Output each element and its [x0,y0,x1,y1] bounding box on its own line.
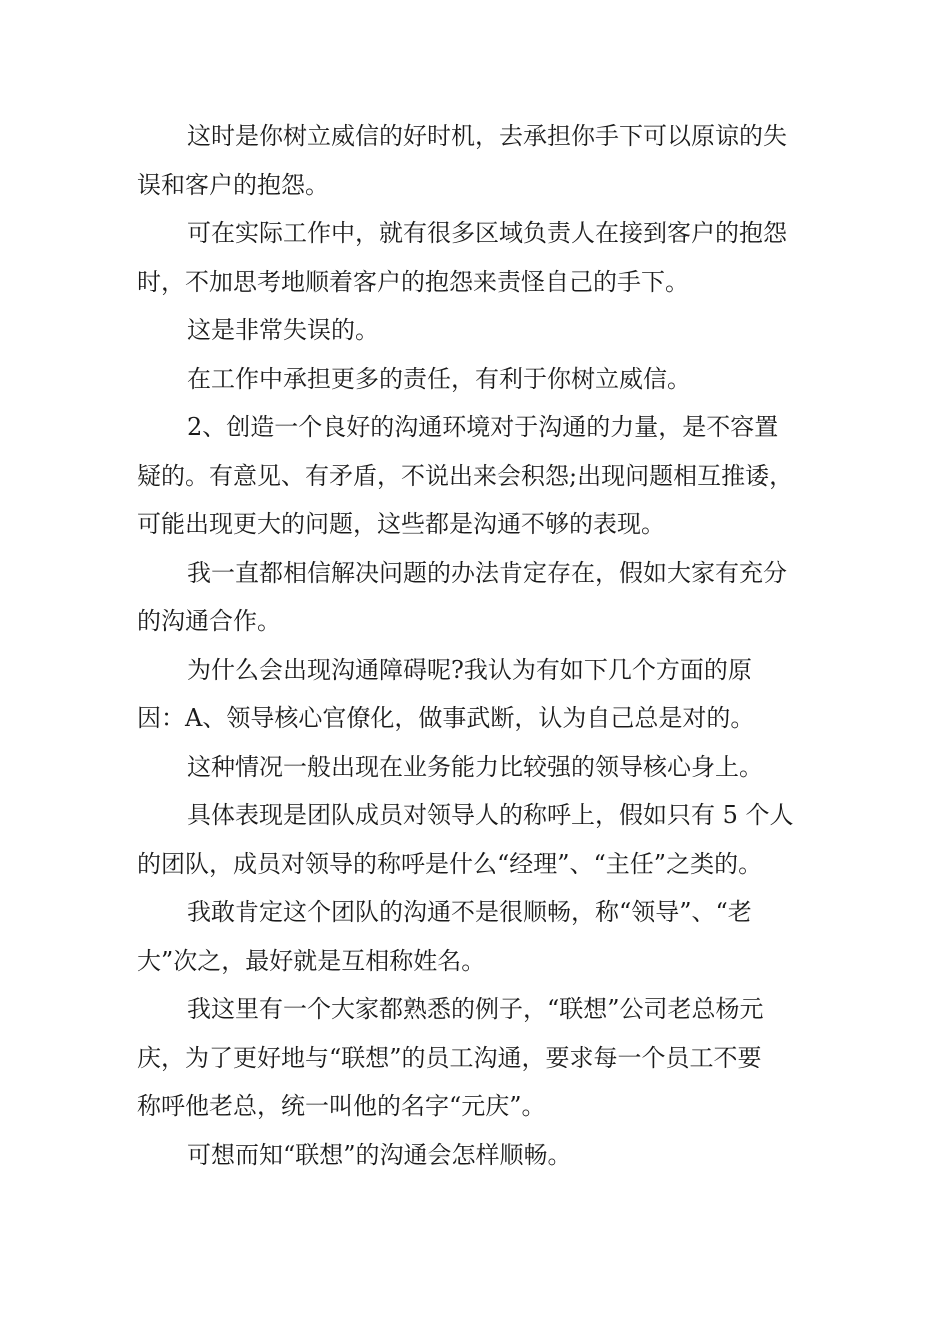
text-line: 这是非常失误的。 [187,316,379,344]
text-line: 为什么会出现沟通障碍呢?我认为有如下几个方面的原 [187,655,752,684]
text-line: 因：A、领导核心官僚化，做事武断，认为自己总是对的。 [137,704,755,732]
text-line: 具体表现是团队成员对领导人的称呼上，假如只有 5 个人 [187,801,794,829]
text-line: 我这里有一个大家都熟悉的例子，“联想”公司老总杨元 [187,995,764,1023]
document-body [137,112,837,1179]
text-line: 大”次之，最好就是互相称姓名。 [137,946,486,975]
text-line: 的沟通合作。 [137,607,281,635]
text-line: 称呼他老总，统一叫他的名字“元庆”。 [137,1092,546,1120]
text-line: 可想而知“联想”的沟通会怎样顺畅。 [187,1140,572,1169]
text-line: 2、创造一个良好的沟通环境对于沟通的力量，是不容置 [187,413,779,441]
text-line: 庆，为了更好地与“联想”的员工沟通，要求每一个员工不要 [137,1043,762,1072]
text-line: 这时是你树立威信的好时机，去承担你手下可以原谅的失 [187,122,787,150]
text-line: 可能出现更大的问题，这些都是沟通不够的表现。 [137,510,665,538]
text-line: 疑的。有意见、有矛盾，不说出来会积怨;出现问题相互推诿， [137,461,794,490]
text-line: 误和客户的抱怨。 [137,170,329,199]
text-line: 可在实际工作中，就有很多区域负责人在接到客户的抱怨 [187,219,787,247]
text-line: 的团队，成员对领导的称呼是什么“经理”、“主任”之类的。 [137,849,763,878]
text-line: 我敢肯定这个团队的沟通不是很顺畅，称“领导”、“老 [187,898,752,926]
text-line: 时，不加思考地顺着客户的抱怨来责怪自己的手下。 [137,267,689,296]
text-line: 这种情况一般出现在业务能力比较强的领导核心身上。 [187,752,763,781]
text-line: 在工作中承担更多的责任，有利于你树立威信。 [187,364,691,393]
text-line: 我一直都相信解决问题的办法肯定存在，假如大家有充分 [187,558,787,587]
